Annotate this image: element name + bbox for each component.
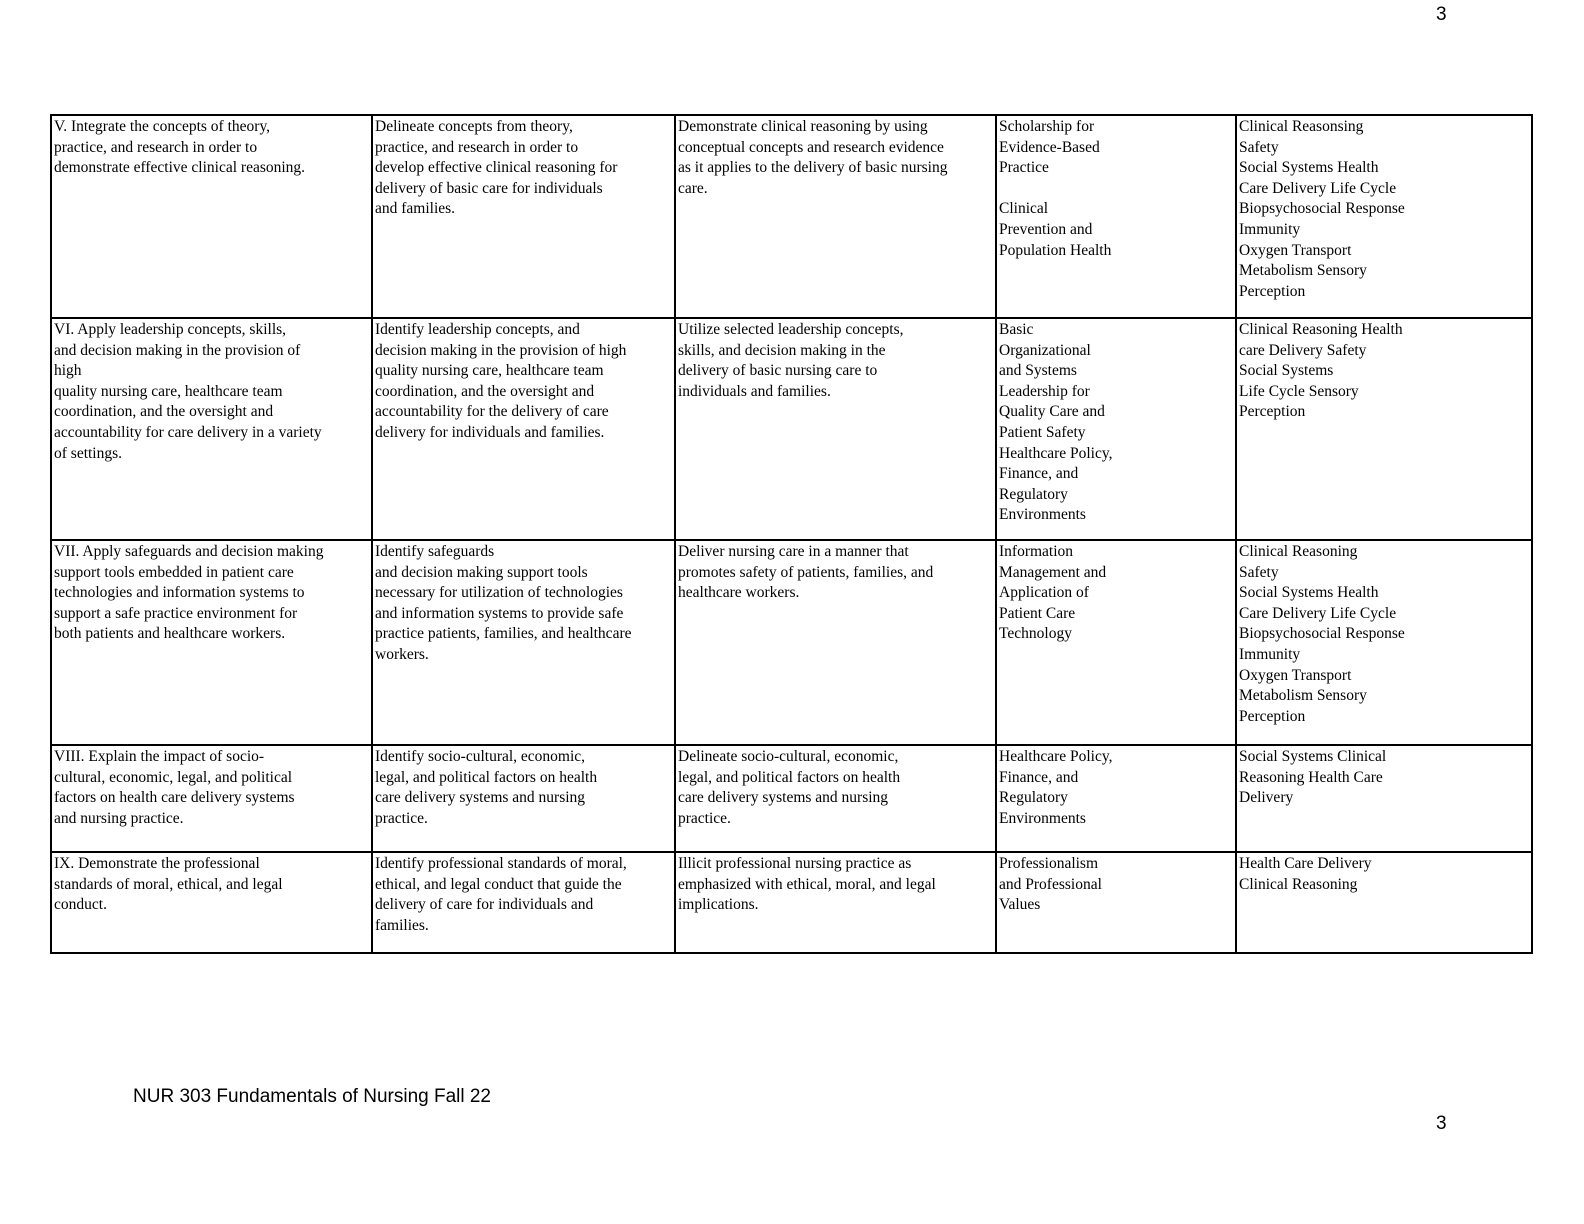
cell-line: Finance, and (999, 768, 1079, 786)
cell-line: Prevention and (999, 220, 1093, 238)
cell-line: promotes safety of patients, families, and (678, 563, 934, 581)
course-outcome-cell (372, 540, 675, 745)
cell-line: Scholarship for (999, 118, 1095, 135)
cell-line: necessary for utilization of technologies (375, 584, 623, 602)
cell-line: care Delivery Safety (1239, 341, 1367, 359)
concepts-cell (1236, 318, 1532, 540)
cell-line: V. Integrate the concepts of theory, (54, 118, 271, 135)
cell-line: Application of (999, 584, 1089, 602)
essentials-cell (996, 540, 1236, 745)
cell-line: healthcare workers. (678, 584, 800, 602)
cell-line: Perception (1239, 403, 1306, 421)
cell-line: accountability for care delivery in a variety (54, 423, 322, 441)
cell-line: Professionalism (999, 855, 1099, 872)
cell-line: Demonstrate clinical reasoning by using (678, 118, 928, 135)
cell-line: coordination, and the oversight and (375, 382, 595, 400)
course-outcome-cell (372, 852, 675, 953)
cell-line: conduct. (54, 896, 107, 914)
cell-line: Healthcare Policy, (999, 444, 1113, 462)
table-body (51, 115, 1532, 953)
page-number-top: 3 (1436, 4, 1447, 25)
cell-line: Leadership for (999, 382, 1090, 400)
outcomes-table (50, 114, 1533, 954)
cell-line: technologies and information systems to (54, 584, 305, 602)
concepts-cell (1236, 115, 1532, 318)
cell-line: Information (999, 543, 1074, 560)
table-row (51, 745, 1532, 852)
program-outcome-cell (51, 115, 372, 318)
course-outcome-cell (372, 318, 675, 540)
cell-line: delivery for individuals and families. (375, 423, 605, 441)
cell-line: individuals and families. (678, 382, 831, 400)
cell-line: practice, and research in order to (54, 138, 258, 156)
cell-line: of settings. (54, 444, 123, 462)
cell-line: practice, and research in order to (375, 138, 579, 156)
cell-line: high (54, 362, 82, 380)
cell-line: Identify safeguards (375, 543, 495, 560)
cell-line: Oxygen Transport (1239, 241, 1352, 259)
cell-line: VII. Apply safeguards and decision making (54, 543, 324, 560)
cell-line: support a safe practice environment for (54, 604, 298, 622)
cell-line: Perception (1239, 282, 1306, 300)
concepts-cell (1236, 745, 1532, 852)
cell-line: Clinical Reasoning Health (1239, 321, 1403, 338)
cell-line: conceptual concepts and research evidence (678, 138, 944, 156)
table-row (51, 115, 1532, 318)
cell-line: Social Systems Health (1239, 159, 1379, 177)
cell-line: Values (999, 896, 1041, 914)
cell-line: Safety (1239, 138, 1279, 156)
cell-line: quality nursing care, healthcare team (375, 362, 604, 380)
cell-line: Immunity (1239, 220, 1301, 238)
cell-line: and Professional (999, 875, 1102, 893)
cell-line: Environments (999, 809, 1086, 827)
cell-line: Delivery (1239, 789, 1294, 807)
cell-line: families. (375, 916, 429, 934)
cell-line: Management and (999, 563, 1107, 581)
page-number-bottom: 3 (1436, 1113, 1447, 1134)
cell-line: Social Systems Clinical (1239, 748, 1387, 765)
cell-line: Patient Safety (999, 423, 1086, 441)
concepts-cell (1236, 852, 1532, 953)
cell-line: accountability for the delivery of care (375, 403, 609, 421)
cell-line: Delineate socio-cultural, economic, (678, 748, 899, 765)
cell-line: practice. (375, 809, 428, 827)
concepts-cell (1236, 540, 1532, 745)
cell-line: factors on health care delivery systems (54, 789, 295, 807)
essentials-cell (996, 115, 1236, 318)
cell-line: Utilize selected leadership concepts, (678, 321, 904, 338)
cell-line: Identify socio-cultural, economic, (375, 748, 586, 765)
cell-line: Patient Care (999, 604, 1076, 622)
cell-line: develop effective clinical reasoning for (375, 159, 618, 177)
course-outcome-cell (372, 745, 675, 852)
program-outcome-cell (51, 318, 372, 540)
student-outcome-cell (675, 745, 996, 852)
cell-line: Biopsychosocial Response (1239, 200, 1405, 218)
cell-line: care delivery systems and nursing (678, 789, 889, 807)
cell-line: Evidence-Based (999, 138, 1100, 156)
essentials-cell (996, 852, 1236, 953)
program-outcome-cell (51, 852, 372, 953)
cell-line: IX. Demonstrate the professional (54, 855, 260, 872)
blank-line (999, 179, 1233, 200)
cell-line: Population Health (999, 241, 1112, 259)
cell-line: legal, and political factors on health (678, 768, 901, 786)
cell-line: Technology (999, 625, 1072, 643)
cell-line: Metabolism Sensory (1239, 262, 1367, 280)
cell-line: Practice (999, 159, 1049, 177)
program-outcome-cell (51, 540, 372, 745)
cell-line: Health Care Delivery (1239, 855, 1372, 872)
cell-line: practice. (678, 809, 731, 827)
cell-line: Identify leadership concepts, and (375, 321, 580, 338)
cell-line: and information systems to provide safe (375, 604, 624, 622)
cell-line: Immunity (1239, 645, 1301, 663)
cell-line: Clinical Reasoning (1239, 543, 1358, 560)
table-row (51, 540, 1532, 745)
cell-line: Oxygen Transport (1239, 666, 1352, 684)
cell-line: practice patients, families, and healthcare (375, 625, 632, 643)
cell-line: cultural, economic, legal, and political (54, 768, 293, 786)
cell-line: Social Systems Health (1239, 584, 1379, 602)
cell-line: support tools embedded in patient care (54, 563, 294, 581)
course-outcome-cell (372, 115, 675, 318)
cell-line: Quality Care and (999, 403, 1105, 421)
essentials-cell (996, 745, 1236, 852)
cell-line: decision making in the provision of high (375, 341, 627, 359)
cell-line: Life Cycle Sensory (1239, 382, 1359, 400)
cell-line: Delineate concepts from theory, (375, 118, 573, 135)
cell-line: as it applies to the delivery of basic nursing (678, 159, 948, 177)
cell-line: Regulatory (999, 485, 1068, 503)
cell-line: care delivery systems and nursing (375, 789, 586, 807)
cell-line: both patients and healthcare workers. (54, 625, 286, 643)
cell-line: delivery of care for individuals and (375, 896, 594, 914)
student-outcome-cell (675, 115, 996, 318)
cell-line: Clinical Reasoning (1239, 875, 1358, 893)
cell-line: care. (678, 179, 708, 197)
cell-line: Clinical Reasonsing (1239, 118, 1364, 135)
cell-line: coordination, and the oversight and (54, 403, 274, 421)
cell-line: delivery of basic nursing care to (678, 362, 878, 380)
cell-line: Biopsychosocial Response (1239, 625, 1405, 643)
cell-line: Healthcare Policy, (999, 748, 1113, 765)
cell-line: skills, and decision making in the (678, 341, 886, 359)
cell-line: Environments (999, 506, 1086, 524)
cell-line: and Systems (999, 362, 1077, 380)
cell-line: Metabolism Sensory (1239, 687, 1367, 705)
footer-course-title: NUR 303 Fundamentals of Nursing Fall 22 (133, 1086, 492, 1107)
program-outcome-cell (51, 745, 372, 852)
cell-line: Identify professional standards of moral, (375, 855, 627, 872)
cell-line: delivery of basic care for individuals (375, 179, 603, 197)
cell-line: emphasized with ethical, moral, and legal (678, 875, 936, 893)
cell-line: Finance, and (999, 465, 1079, 483)
cell-line: quality nursing care, healthcare team (54, 382, 283, 400)
cell-line: standards of moral, ethical, and legal (54, 875, 283, 893)
cell-line: Care Delivery Life Cycle (1239, 604, 1397, 622)
cell-line: Regulatory (999, 789, 1068, 807)
cell-line: Safety (1239, 563, 1279, 581)
cell-line: Clinical (999, 200, 1049, 218)
cell-line: and families. (375, 200, 456, 218)
cell-line: Social Systems (1239, 362, 1334, 380)
cell-line: VI. Apply leadership concepts, skills, (54, 321, 287, 338)
student-outcome-cell (675, 540, 996, 745)
table-row (51, 318, 1532, 540)
table-row (51, 852, 1532, 953)
cell-line: Basic (999, 321, 1034, 338)
cell-line: VIII. Explain the impact of socio- (54, 748, 265, 765)
cell-line: and nursing practice. (54, 809, 184, 827)
cell-line: Deliver nursing care in a manner that (678, 543, 909, 560)
cell-line: ethical, and legal conduct that guide the (375, 875, 622, 893)
essentials-cell (996, 318, 1236, 540)
cell-line: Illicit professional nursing practice as (678, 855, 912, 872)
cell-line: Reasoning Health Care (1239, 768, 1383, 786)
cell-line: Perception (1239, 707, 1306, 725)
cell-line: and decision making in the provision of (54, 341, 301, 359)
student-outcome-cell (675, 318, 996, 540)
student-outcome-cell (675, 852, 996, 953)
cell-line: and decision making support tools (375, 563, 588, 581)
cell-line: workers. (375, 645, 429, 663)
cell-line: demonstrate effective clinical reasoning. (54, 159, 306, 177)
cell-line: Organizational (999, 341, 1091, 359)
cell-line: legal, and political factors on health (375, 768, 598, 786)
cell-line: Care Delivery Life Cycle (1239, 179, 1397, 197)
cell-line: implications. (678, 896, 759, 914)
